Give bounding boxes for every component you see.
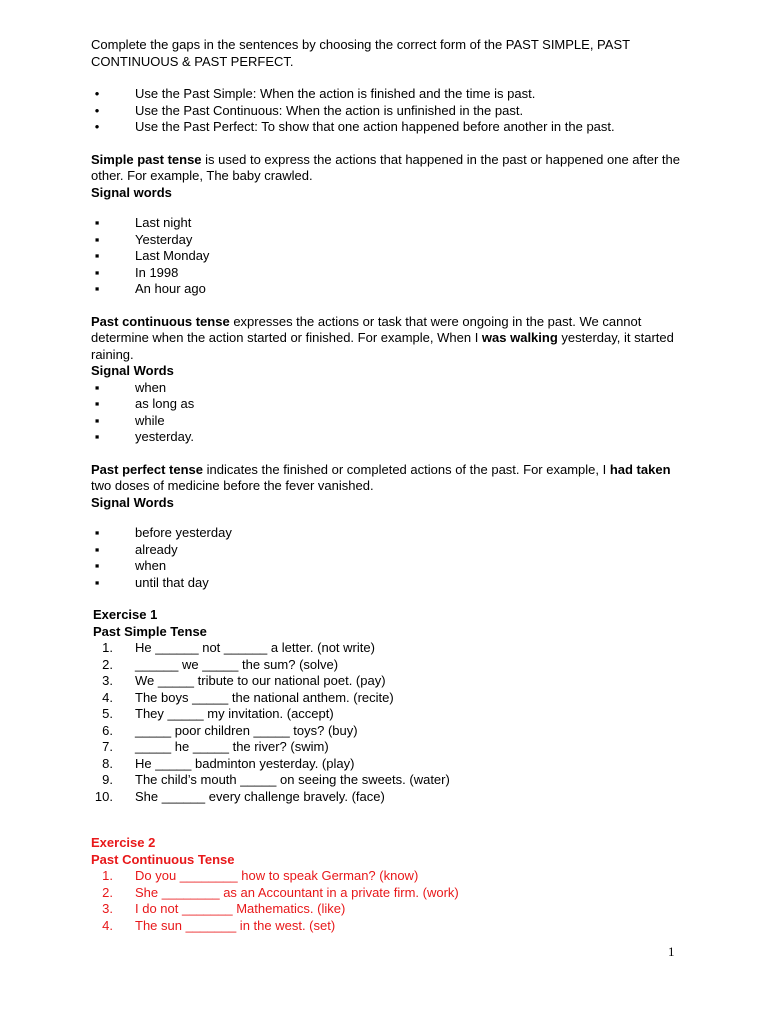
exercise-1-list	[91, 640, 691, 805]
past-continuous-signals	[91, 380, 691, 446]
list-item: ▪ Last Monday	[91, 248, 691, 265]
exercise-1-title: Exercise 1	[93, 607, 158, 622]
square-bullet-icon	[91, 265, 103, 282]
exercise-item: 5. They _____ my invitation. (accept)	[102, 706, 334, 721]
square-bullet-icon	[91, 380, 103, 397]
list-item: ▪ Yesterday	[91, 232, 691, 249]
square-bullet-icon	[91, 542, 103, 559]
exercise-2-title: Exercise 2	[91, 835, 156, 850]
square-bullet-icon	[91, 558, 103, 575]
exercise-item: 2. ______ we _____ the sum? (solve)	[102, 656, 339, 672]
exercise-item: 4. The sun _______ in the west. (set)	[102, 917, 336, 933]
exercise-item: 7. _____ he _____ the river? (swim)	[102, 739, 329, 754]
list-item: ▪ when	[91, 558, 691, 575]
square-bullet-icon	[91, 413, 103, 430]
bullet-icon	[91, 119, 103, 136]
list-item: • Use the Past Perfect: To show that one action happened before another in the past.	[91, 119, 691, 136]
page-number: 1	[668, 944, 675, 959]
past-perfect-definition: Past perfect tense indicates the finished or completed actions of the past. For example, I had taken two doses of medicine before the fever vanished.	[91, 461, 671, 493]
square-bullet-icon	[91, 248, 103, 265]
square-bullet-icon	[91, 429, 103, 446]
list-item: ▪ until that day	[91, 575, 691, 592]
exercise-item: 1. He ______ not ______ a letter. (not write)	[102, 640, 375, 655]
list-item: ▪ An hour ago	[91, 281, 691, 298]
past-continuous-definition: Past continuous tense expresses the actions or task that were ongoing in the past. We cannot determine when the action started or finished. For example, When I was walking yesterday, it started raining.	[91, 313, 674, 362]
simple-past-signals	[91, 215, 691, 298]
simple-past-definition: Simple past tense is used to express the actions that happened in the past or happened one after the other. For example, The baby crawled.	[91, 151, 680, 183]
signal-words-heading: Signal Words	[91, 363, 174, 378]
exercise-2-subtitle: Past Continuous Tense	[91, 851, 235, 867]
square-bullet-icon	[91, 281, 103, 298]
list-item: • Use the Past Continuous: When the action is unfinished in the past.	[91, 103, 691, 120]
list-item: ▪ before yesterday	[91, 525, 691, 542]
exercise-item: 10. She ______ every challenge bravely. (face)	[94, 788, 385, 804]
past-perfect-signals	[91, 525, 691, 591]
square-bullet-icon	[91, 525, 103, 542]
square-bullet-icon	[91, 232, 103, 249]
list-item: • Use the Past Simple: When the action is finished and the time is past.	[91, 86, 691, 103]
usage-list	[91, 86, 691, 136]
square-bullet-icon	[91, 215, 103, 232]
list-item: ▪ already	[91, 542, 691, 559]
exercise-2-list	[91, 868, 691, 934]
document-page	[91, 37, 691, 934]
past-perfect-term: Past perfect tense	[91, 461, 203, 477]
exercise-1-subtitle: Past Simple Tense	[93, 623, 207, 639]
list-item: ▪ as long as	[91, 396, 691, 413]
bullet-icon	[91, 86, 103, 103]
exercise-item: 3. We _____ tribute to our national poet. (pay)	[102, 673, 386, 688]
square-bullet-icon	[91, 396, 103, 413]
list-item: ▪ Last night	[91, 215, 691, 232]
list-item: ▪ In 1998	[91, 265, 691, 282]
exercise-item: 6. _____ poor children _____ toys? (buy)	[102, 722, 358, 738]
list-item: ▪ while	[91, 413, 691, 430]
past-continuous-term: Past continuous tense	[91, 313, 230, 329]
exercise-2-block	[91, 835, 691, 934]
list-item: ▪ when	[91, 380, 691, 397]
exercise-item: 2. She ________ as an Accountant in a private firm. (work)	[102, 884, 459, 900]
signal-words-heading: Signal Words	[91, 494, 174, 510]
simple-past-term: Simple past tense	[91, 151, 202, 167]
exercise-item: 3. I do not _______ Mathematics. (like)	[102, 901, 346, 916]
instructions: Complete the gaps in the sentences by choosing the correct form of the PAST SIMPLE, PAST CONTINUOUS & PAST PERFECT.	[91, 37, 630, 69]
exercise-item: 8. He _____ badminton yesterday. (play)	[102, 755, 355, 771]
exercise-item: 4. The boys _____ the national anthem. (recite)	[102, 689, 394, 705]
list-item: ▪ yesterday.	[91, 429, 691, 446]
bullet-icon	[91, 103, 103, 120]
signal-words-heading: Signal words	[91, 184, 172, 200]
exercise-item: 9. The child’s mouth _____ on seeing the sweets. (water)	[102, 772, 450, 787]
exercise-item: 1. Do you ________ how to speak German? (know)	[102, 868, 419, 883]
square-bullet-icon	[91, 575, 103, 592]
